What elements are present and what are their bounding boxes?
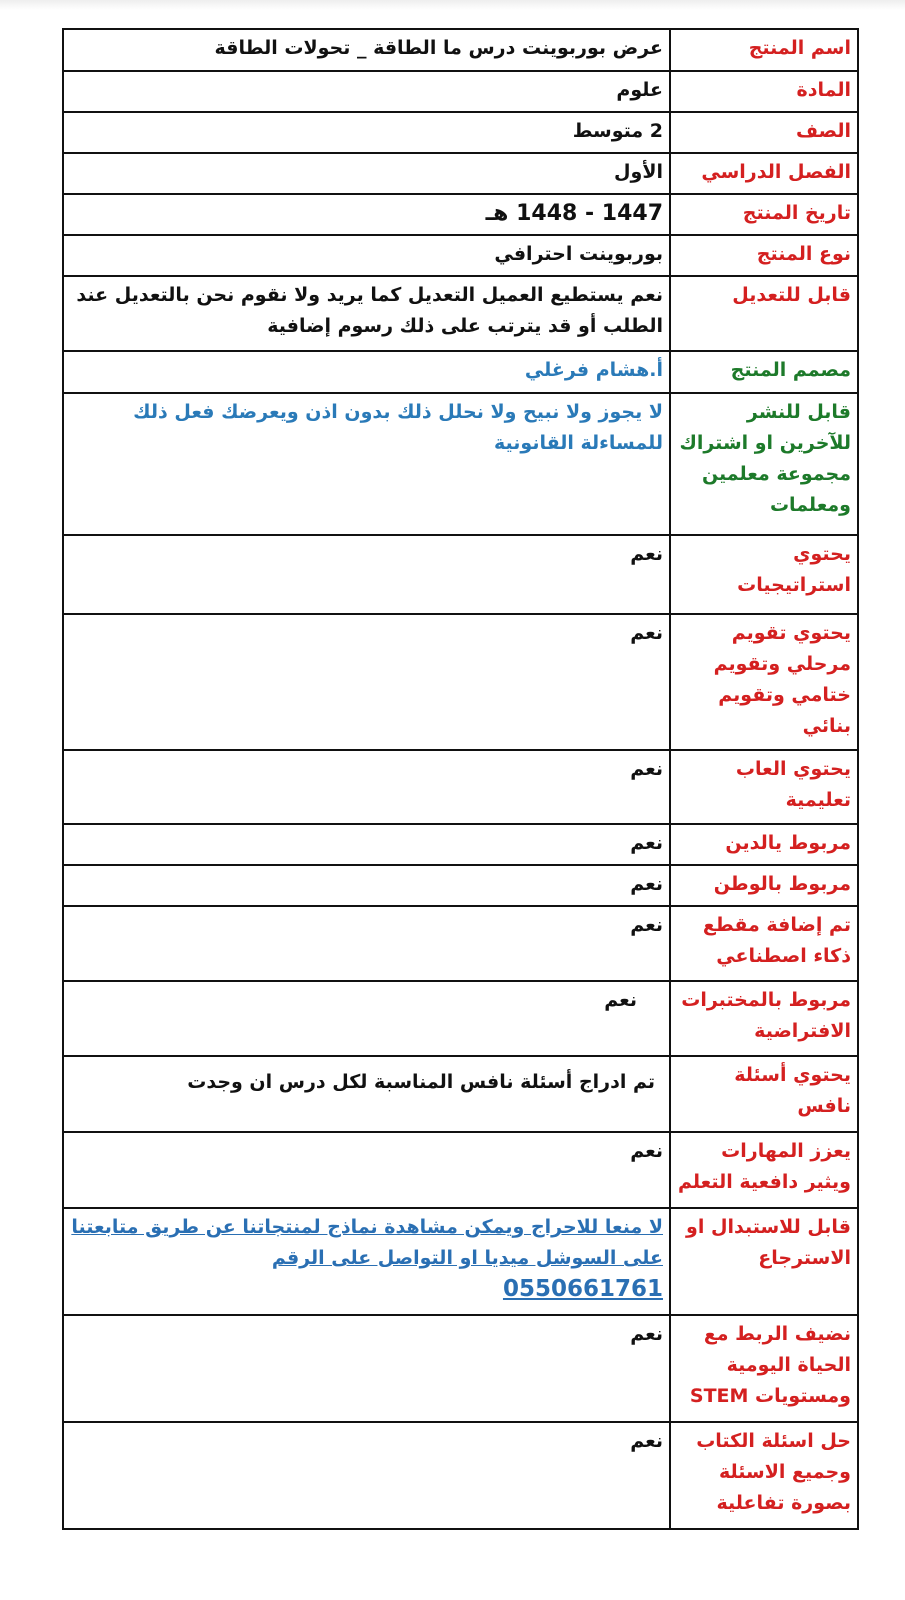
table-row	[63, 614, 858, 750]
row-label: يحتوي العاب تعليمية	[670, 750, 858, 824]
row-label: يحتوي استراتيجيات	[670, 535, 858, 614]
table-row	[63, 235, 858, 276]
row-value: تم ادراج أسئلة نافس المناسبة لكل درس ان وجدت	[63, 1056, 670, 1132]
row-value: نعم يستطيع العميل التعديل كما يريد ولا نقوم نحن بالتعديل عند الطلب أو قد يترتب على ذلك رسوم إضافية	[63, 276, 670, 351]
row-label: نضيف الربط مع الحياة اليومية ومستويات STEM	[670, 1315, 858, 1422]
row-value: نعم	[63, 1132, 670, 1208]
row-label: يعزز المهارات ويثير دافعية التعلم	[670, 1132, 858, 1208]
row-value: نعم	[63, 1422, 670, 1529]
row-value: نعم	[63, 614, 670, 750]
row-value: نعم	[63, 824, 670, 865]
table-row	[63, 194, 858, 235]
row-value: 1447 - 1448 هـ	[63, 194, 670, 235]
row-label: قابل للاستبدال او الاسترجاع	[670, 1208, 858, 1315]
table-row	[63, 1422, 858, 1529]
row-label: يحتوي تقويم مرحلي وتقويم ختامي وتقويم بنائي	[670, 614, 858, 750]
row-label: الصف	[670, 112, 858, 153]
table-row	[63, 1208, 858, 1315]
product-info-table	[62, 28, 859, 1530]
row-label: قابل للنشر للآخرين او اشتراك مجموعة معلمين ومعلمات	[670, 393, 858, 535]
table-row	[63, 535, 858, 614]
row-label: اسم المنتج	[670, 29, 858, 71]
table-row	[63, 112, 858, 153]
row-value: نعم	[63, 750, 670, 824]
row-value: علوم	[63, 71, 670, 112]
table-row	[63, 906, 858, 981]
row-value: نعم	[63, 865, 670, 906]
table-row	[63, 29, 858, 71]
row-label: يحتوي أسئلة نافس	[670, 1056, 858, 1132]
row-label: قابل للتعديل	[670, 276, 858, 351]
table-row	[63, 824, 858, 865]
row-value: نعم	[63, 535, 670, 614]
row-value: عرض بوربوينت درس ما الطاقة _ تحولات الطاقة	[63, 29, 670, 71]
row-label: تم إضافة مقطع ذكاء اصطناعي	[670, 906, 858, 981]
row-label: مربوط بالوطن	[670, 865, 858, 906]
row-value: الأول	[63, 153, 670, 194]
row-label: مصمم المنتج	[670, 351, 858, 393]
row-label: مربوط بالمختبرات الافتراضية	[670, 981, 858, 1056]
row-label: مربوط يالدين	[670, 824, 858, 865]
table-row	[63, 393, 858, 535]
top-shadow	[0, 0, 905, 10]
table-row	[63, 1056, 858, 1132]
table-row	[63, 750, 858, 824]
phone-number-link[interactable]: 0550661761	[502, 1276, 663, 1302]
table-row	[63, 1315, 858, 1422]
table-row	[63, 981, 858, 1056]
table-row	[63, 351, 858, 393]
table-row	[63, 153, 858, 194]
row-value: 2 متوسط	[63, 112, 670, 153]
contact-link[interactable]: لا منعا للاحراج ويمكن مشاهدة نماذج لمنتجاتنا عن طريق متابعتنا على السوشل ميديا او التواصل على الرقم	[71, 1216, 663, 1269]
row-value: بوربوينت احترافي	[63, 235, 670, 276]
table-row	[63, 276, 858, 351]
table-row	[63, 71, 858, 112]
row-value: نعم	[63, 906, 670, 981]
row-value: لا يجوز ولا نبيح ولا نحلل ذلك بدون اذن ويعرضك فعل ذلك للمساءلة القانونية	[63, 393, 670, 535]
table-row	[63, 1132, 858, 1208]
row-value: نعم	[63, 1315, 670, 1422]
table-row	[63, 865, 858, 906]
row-value: نعم	[63, 981, 670, 1056]
designer-name: أ.هشام فرغلي	[63, 351, 670, 393]
row-label: تاريخ المنتج	[670, 194, 858, 235]
row-value	[63, 1208, 670, 1315]
row-label: حل اسئلة الكتاب وجميع الاسئلة بصورة تفاعلية	[670, 1422, 858, 1529]
row-label: نوع المنتج	[670, 235, 858, 276]
row-label: الفصل الدراسي	[670, 153, 858, 194]
row-label: المادة	[670, 71, 858, 112]
